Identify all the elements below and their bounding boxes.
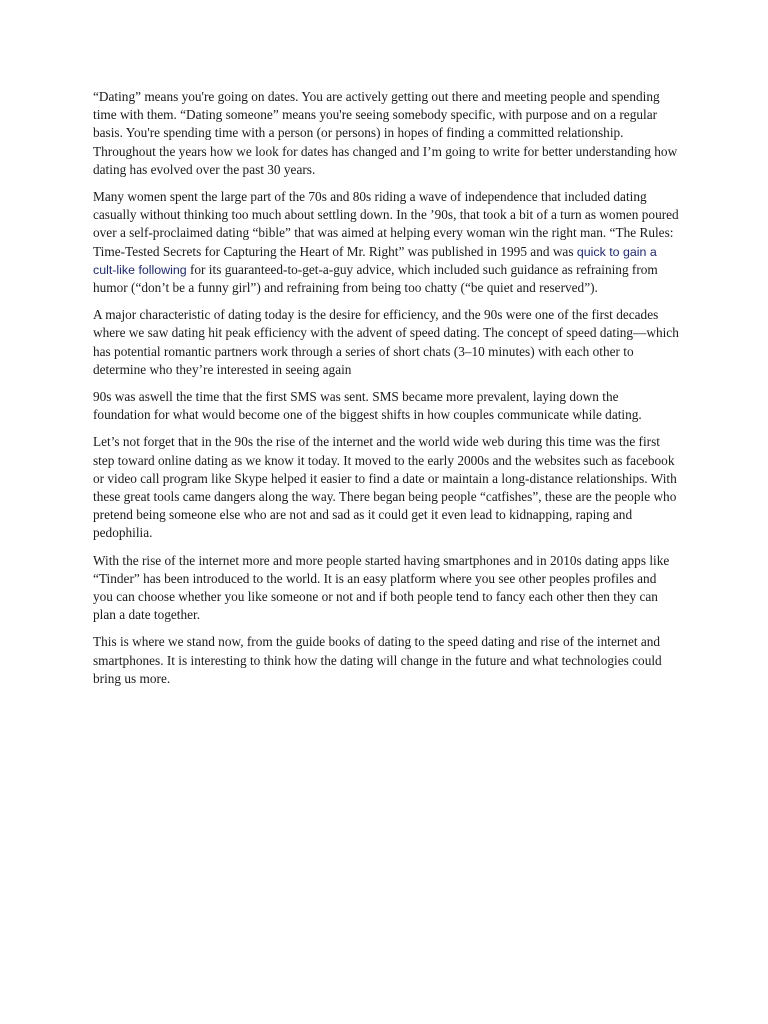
paragraph-the-rules [93,188,679,297]
document-body [93,88,679,697]
paragraph-internet: Let’s not forget that in the 90s the rise of the internet and the world wide web during this time was the first step toward online dating as we know it today. It moved to the early 2000s and the websites such as facebook or video call program like Skype helped it easier to find a date or maintain a long-distance relationships. With these great tools came dangers along the way. There began being people “catfishes”, these are the people who pretend being someone else who are not and sad as it could get it even lead to kidnapping, raping and pedophilia. [93,434,677,541]
paragraph-sms: 90s was aswell the time that the first SMS was sent. SMS became more prevalent, laying down the foundation for what would become one of the biggest shifts in how couples communicate while dating. [93,389,642,423]
paragraph-text-before-link: Many women spent the large part of the 70s and 80s riding a wave of independence that included dating casually without thinking too much about settling down. In the ’90s, that took a bit of a turn as women poured over a self-proclaimed dating “bible” that was aimed at helping every woman win the right man. “The Rules: Time-Tested Secrets for Capturing the Heart of Mr. Right” was published in 1995 and was [93,189,679,259]
paragraph-text-after-link: for its guaranteed-to-get-a-guy advice, which included such guidance as refraining from humor (“don’t be a funny girl”) and refraining from being too chatty (“be quiet and reserved”). [93,261,658,296]
paragraph-speed-dating: A major characteristic of dating today is the desire for efficiency, and the 90s were one of the first decades where we saw dating hit peak efficiency with the advent of speed dating. The concept of speed dating—which has potential romantic partners work through a series of short chats (3–10 minutes) with each other to determine who they’re interested in seeing again [93,307,679,377]
cult-following-link[interactable]: quick to gain a cult-like following [93,244,657,277]
paragraph-conclusion: This is where we stand now, from the guide books of dating to the speed dating and rise of the internet and smartphones. It is interesting to think how the dating will change in the future and what technologies could bring us more. [93,634,662,686]
paragraph-smartphones: With the rise of the internet more and more people started having smartphones and in 2010s dating apps like “Tinder” has been introduced to the world. It is an easy platform where you see other peoples profiles and you can choose whether you like someone or not and if both people tend to fancy each other then they can plan a date together. [93,552,670,623]
paragraph-dating-definition: “Dating” means you're going on dates. You are actively getting out there and meeting people and spending time with them. “Dating someone” means you're seeing somebody specific, with purpose and on a regular basis. You're spending time with a person (or persons) in hopes of finding a committed relationship. Throughout the years how we look for dates has changed and I’m going to write for better understanding how dating has evolved over the past 30 years. [93,89,678,177]
